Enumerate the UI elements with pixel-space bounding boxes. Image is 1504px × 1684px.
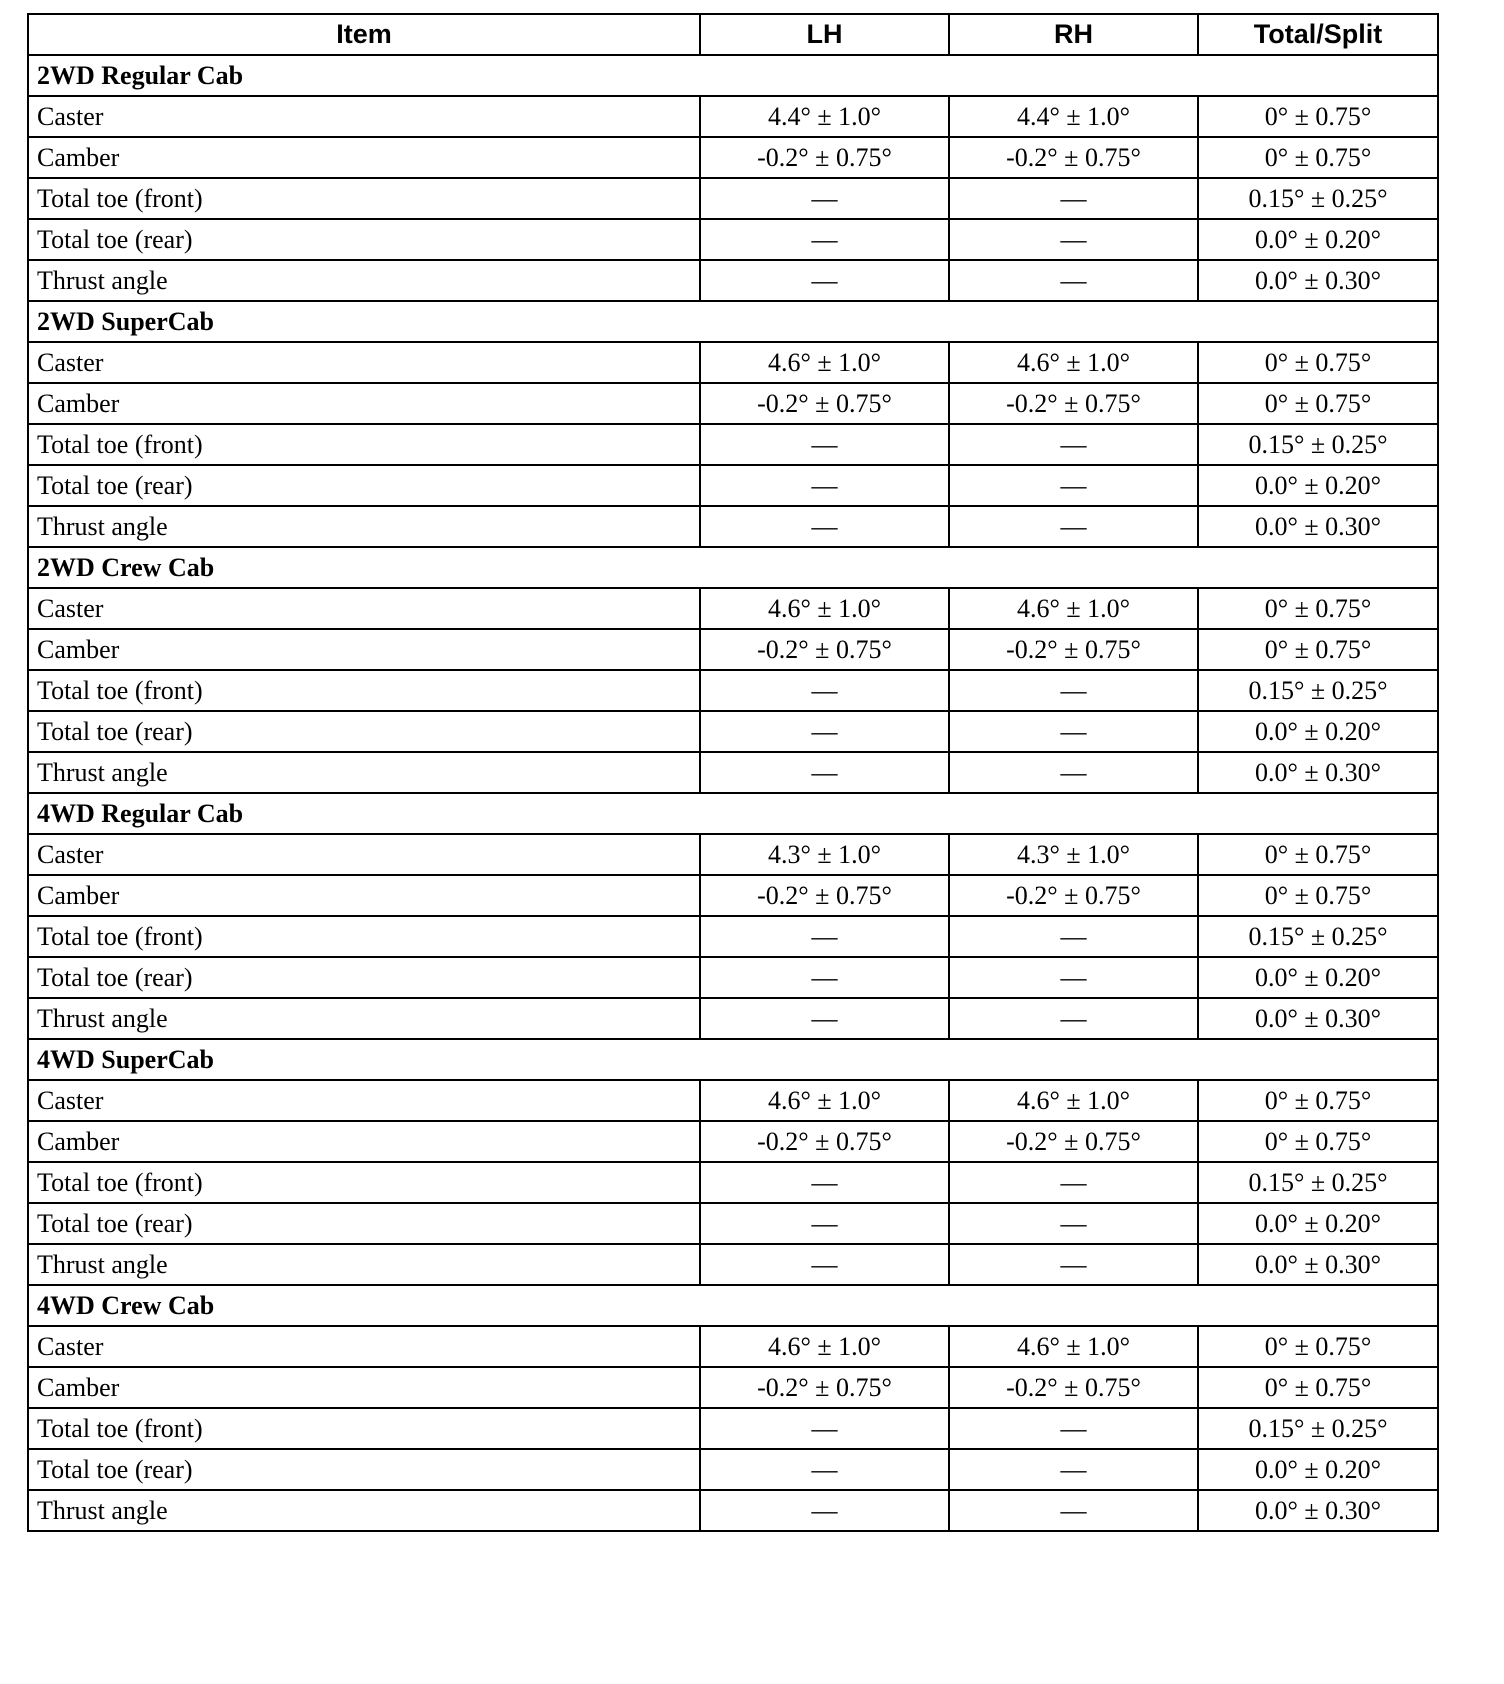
lh-cell: -0.2° ± 0.75° (700, 1367, 949, 1408)
total-split-cell: 0.0° ± 0.20° (1198, 219, 1438, 260)
lh-cell: 4.3° ± 1.0° (700, 834, 949, 875)
table-row (28, 383, 1438, 424)
lh-cell: 4.6° ± 1.0° (700, 1326, 949, 1367)
table-row (28, 465, 1438, 506)
rh-cell: — (949, 219, 1198, 260)
item-cell: Total toe (front) (28, 916, 700, 957)
item-cell: Total toe (rear) (28, 711, 700, 752)
total-split-cell: 0.0° ± 0.20° (1198, 465, 1438, 506)
item-cell: Thrust angle (28, 1244, 700, 1285)
lh-cell: 4.6° ± 1.0° (700, 1080, 949, 1121)
lh-cell: — (700, 670, 949, 711)
table-row (28, 342, 1438, 383)
table-row (28, 834, 1438, 875)
table-row (28, 588, 1438, 629)
item-cell: Camber (28, 383, 700, 424)
lh-cell: -0.2° ± 0.75° (700, 875, 949, 916)
total-split-cell: 0° ± 0.75° (1198, 875, 1438, 916)
table-row (28, 1244, 1438, 1285)
total-split-cell: 0.0° ± 0.30° (1198, 260, 1438, 301)
lh-cell: — (700, 916, 949, 957)
table-row (28, 96, 1438, 137)
total-split-cell: 0.0° ± 0.30° (1198, 752, 1438, 793)
table-row (28, 998, 1438, 1039)
section-title: 2WD Regular Cab (28, 55, 1438, 96)
table-row (28, 424, 1438, 465)
total-split-cell: 0.0° ± 0.20° (1198, 1203, 1438, 1244)
rh-cell: 4.6° ± 1.0° (949, 342, 1198, 383)
table-row (28, 1367, 1438, 1408)
lh-cell: 4.6° ± 1.0° (700, 342, 949, 383)
total-split-cell: 0° ± 0.75° (1198, 629, 1438, 670)
rh-cell: — (949, 178, 1198, 219)
rh-cell: — (949, 670, 1198, 711)
total-split-cell: 0.0° ± 0.20° (1198, 957, 1438, 998)
item-cell: Camber (28, 875, 700, 916)
table-row (28, 875, 1438, 916)
item-cell: Thrust angle (28, 506, 700, 547)
table-row (28, 1449, 1438, 1490)
table-row (28, 1490, 1438, 1531)
rh-cell: — (949, 1162, 1198, 1203)
header-rh: RH (949, 14, 1198, 55)
rh-cell: — (949, 1203, 1198, 1244)
rh-cell: — (949, 1490, 1198, 1531)
rh-cell: -0.2° ± 0.75° (949, 383, 1198, 424)
rh-cell: 4.6° ± 1.0° (949, 1326, 1198, 1367)
rh-cell: — (949, 998, 1198, 1039)
alignment-spec-table (27, 13, 1439, 1532)
rh-cell: 4.6° ± 1.0° (949, 1080, 1198, 1121)
item-cell: Camber (28, 137, 700, 178)
section-title: 2WD Crew Cab (28, 547, 1438, 588)
total-split-cell: 0° ± 0.75° (1198, 1367, 1438, 1408)
rh-cell: -0.2° ± 0.75° (949, 1367, 1198, 1408)
table-row (28, 1121, 1438, 1162)
lh-cell: — (700, 260, 949, 301)
table-row (28, 137, 1438, 178)
item-cell: Total toe (rear) (28, 465, 700, 506)
table-row (28, 957, 1438, 998)
rh-cell: -0.2° ± 0.75° (949, 1121, 1198, 1162)
section-title: 2WD SuperCab (28, 301, 1438, 342)
total-split-cell: 0° ± 0.75° (1198, 1326, 1438, 1367)
rh-cell: — (949, 1244, 1198, 1285)
section-header-row (28, 1285, 1438, 1326)
lh-cell: — (700, 1449, 949, 1490)
lh-cell: — (700, 424, 949, 465)
item-cell: Thrust angle (28, 260, 700, 301)
rh-cell: — (949, 1449, 1198, 1490)
item-cell: Total toe (rear) (28, 1203, 700, 1244)
rh-cell: — (949, 916, 1198, 957)
rh-cell: — (949, 260, 1198, 301)
item-cell: Total toe (rear) (28, 957, 700, 998)
total-split-cell: 0.0° ± 0.20° (1198, 711, 1438, 752)
lh-cell: — (700, 1203, 949, 1244)
item-cell: Thrust angle (28, 752, 700, 793)
lh-cell: 4.4° ± 1.0° (700, 96, 949, 137)
total-split-cell: 0° ± 0.75° (1198, 342, 1438, 383)
item-cell: Total toe (front) (28, 1408, 700, 1449)
table-row (28, 506, 1438, 547)
lh-cell: -0.2° ± 0.75° (700, 137, 949, 178)
total-split-cell: 0° ± 0.75° (1198, 588, 1438, 629)
total-split-cell: 0.0° ± 0.30° (1198, 506, 1438, 547)
header-total-split: Total/Split (1198, 14, 1438, 55)
total-split-cell: 0.15° ± 0.25° (1198, 178, 1438, 219)
total-split-cell: 0.15° ± 0.25° (1198, 1408, 1438, 1449)
rh-cell: -0.2° ± 0.75° (949, 137, 1198, 178)
total-split-cell: 0° ± 0.75° (1198, 1080, 1438, 1121)
item-cell: Caster (28, 1080, 700, 1121)
item-cell: Caster (28, 96, 700, 137)
section-header-row (28, 547, 1438, 588)
table-row (28, 916, 1438, 957)
item-cell: Camber (28, 1121, 700, 1162)
total-split-cell: 0.15° ± 0.25° (1198, 1162, 1438, 1203)
rh-cell: — (949, 424, 1198, 465)
item-cell: Caster (28, 342, 700, 383)
lh-cell: -0.2° ± 0.75° (700, 1121, 949, 1162)
rh-cell: 4.4° ± 1.0° (949, 96, 1198, 137)
table-row (28, 1203, 1438, 1244)
total-split-cell: 0.15° ± 0.25° (1198, 670, 1438, 711)
total-split-cell: 0° ± 0.75° (1198, 96, 1438, 137)
total-split-cell: 0.15° ± 0.25° (1198, 424, 1438, 465)
lh-cell: — (700, 219, 949, 260)
lh-cell: — (700, 752, 949, 793)
lh-cell: — (700, 1244, 949, 1285)
total-split-cell: 0.0° ± 0.20° (1198, 1449, 1438, 1490)
section-header-row (28, 793, 1438, 834)
rh-cell: 4.6° ± 1.0° (949, 588, 1198, 629)
table-row (28, 1326, 1438, 1367)
table-row (28, 178, 1438, 219)
section-title: 4WD SuperCab (28, 1039, 1438, 1080)
item-cell: Total toe (front) (28, 1162, 700, 1203)
table-row (28, 752, 1438, 793)
table-row (28, 260, 1438, 301)
lh-cell: — (700, 957, 949, 998)
total-split-cell: 0.0° ± 0.30° (1198, 998, 1438, 1039)
item-cell: Camber (28, 1367, 700, 1408)
total-split-cell: 0.0° ± 0.30° (1198, 1244, 1438, 1285)
header-item: Item (28, 14, 700, 55)
lh-cell: — (700, 178, 949, 219)
item-cell: Total toe (front) (28, 670, 700, 711)
total-split-cell: 0.0° ± 0.30° (1198, 1490, 1438, 1531)
table-row (28, 1080, 1438, 1121)
total-split-cell: 0° ± 0.75° (1198, 834, 1438, 875)
item-cell: Caster (28, 834, 700, 875)
lh-cell: -0.2° ± 0.75° (700, 383, 949, 424)
table-row (28, 219, 1438, 260)
item-cell: Caster (28, 588, 700, 629)
lh-cell: — (700, 711, 949, 752)
header-row (28, 14, 1438, 55)
table-row (28, 629, 1438, 670)
item-cell: Total toe (rear) (28, 219, 700, 260)
lh-cell: — (700, 1162, 949, 1203)
lh-cell: — (700, 998, 949, 1039)
rh-cell: — (949, 465, 1198, 506)
table-row (28, 1408, 1438, 1449)
lh-cell: — (700, 1490, 949, 1531)
item-cell: Total toe (front) (28, 178, 700, 219)
section-title: 4WD Regular Cab (28, 793, 1438, 834)
item-cell: Total toe (front) (28, 424, 700, 465)
lh-cell: 4.6° ± 1.0° (700, 588, 949, 629)
item-cell: Total toe (rear) (28, 1449, 700, 1490)
table-row (28, 670, 1438, 711)
section-header-row (28, 301, 1438, 342)
rh-cell: -0.2° ± 0.75° (949, 629, 1198, 670)
rh-cell: — (949, 711, 1198, 752)
lh-cell: -0.2° ± 0.75° (700, 629, 949, 670)
rh-cell: — (949, 752, 1198, 793)
lh-cell: — (700, 506, 949, 547)
section-title: 4WD Crew Cab (28, 1285, 1438, 1326)
table-row (28, 711, 1438, 752)
header-lh: LH (700, 14, 949, 55)
rh-cell: 4.3° ± 1.0° (949, 834, 1198, 875)
total-split-cell: 0° ± 0.75° (1198, 383, 1438, 424)
total-split-cell: 0° ± 0.75° (1198, 137, 1438, 178)
rh-cell: — (949, 957, 1198, 998)
table-body (28, 55, 1438, 1531)
total-split-cell: 0° ± 0.75° (1198, 1121, 1438, 1162)
table-row (28, 1162, 1438, 1203)
rh-cell: -0.2° ± 0.75° (949, 875, 1198, 916)
item-cell: Thrust angle (28, 1490, 700, 1531)
item-cell: Camber (28, 629, 700, 670)
rh-cell: — (949, 506, 1198, 547)
section-header-row (28, 55, 1438, 96)
lh-cell: — (700, 465, 949, 506)
section-header-row (28, 1039, 1438, 1080)
item-cell: Caster (28, 1326, 700, 1367)
item-cell: Thrust angle (28, 998, 700, 1039)
lh-cell: — (700, 1408, 949, 1449)
rh-cell: — (949, 1408, 1198, 1449)
total-split-cell: 0.15° ± 0.25° (1198, 916, 1438, 957)
